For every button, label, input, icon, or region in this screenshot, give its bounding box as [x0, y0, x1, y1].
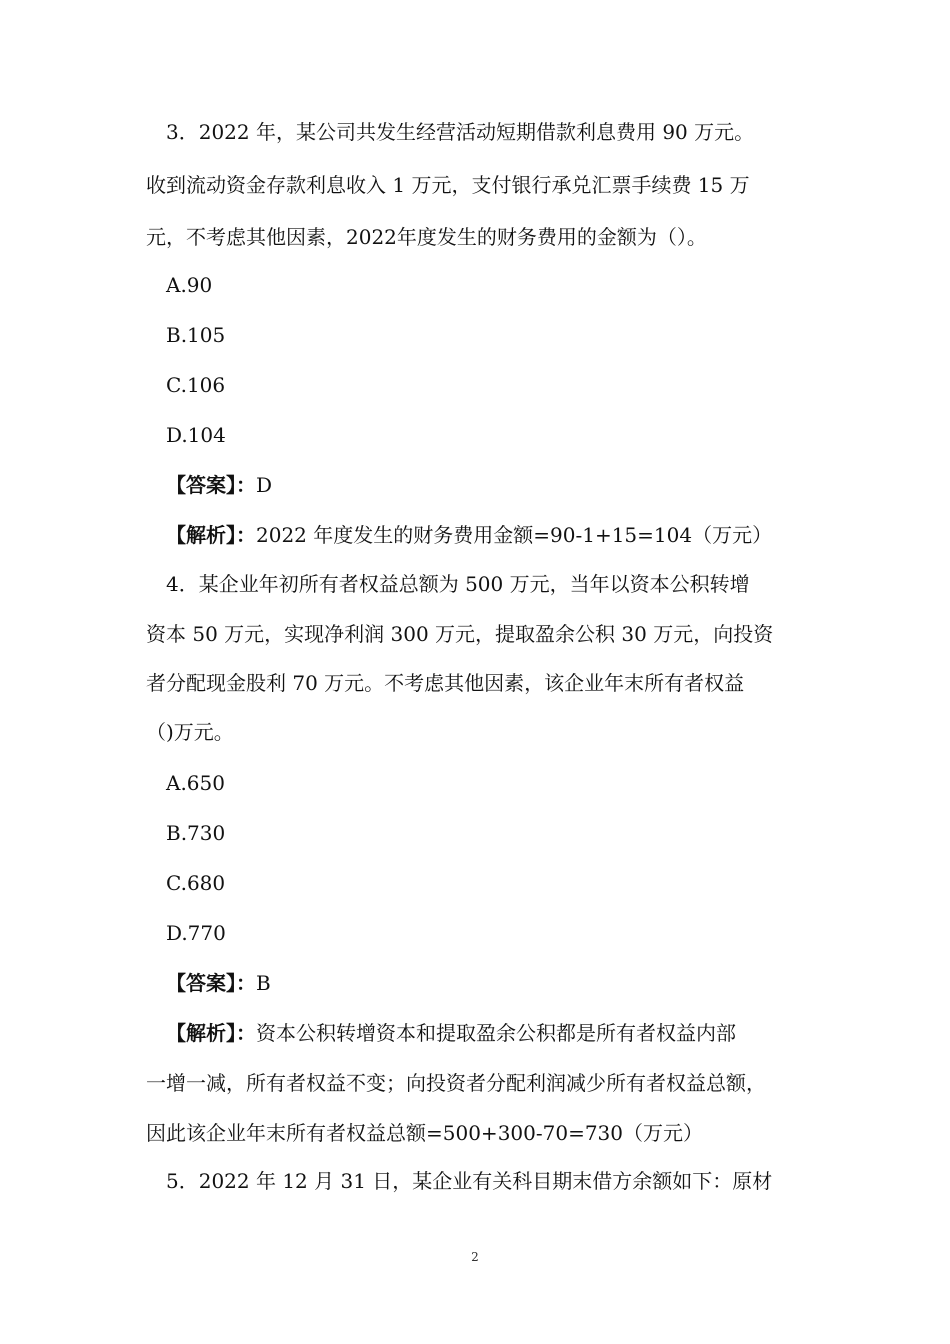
question-3-line-1: 3．2022 年，某公司共发生经营活动短期借款利息费用 90 万元。: [166, 120, 755, 144]
page-number: 2: [471, 1250, 479, 1264]
answer-value: D: [256, 473, 273, 497]
question-3-line-2: 收到流动资金存款利息收入 1 万元，支付银行承兑汇票手续费 15 万: [146, 173, 750, 197]
question-4-line-4: （)万元。: [146, 720, 234, 744]
question-5-line-1: 5．2022 年 12 月 31 日，某企业有关科目期末借方余额如下：原材: [166, 1169, 773, 1193]
question-3-option-a: A.90: [166, 273, 213, 297]
question-4-line-2: 资本 50 万元，实现净利润 300 万元，提取盈余公积 30 万元，向投资: [146, 622, 774, 646]
question-4-analysis-line-2: 一增一减，所有者权益不变；向投资者分配利润减少所有者权益总额，: [146, 1071, 766, 1095]
question-4-option-d: D.770: [166, 921, 226, 945]
question-3-option-c: C.106: [166, 373, 226, 397]
analysis-text: 资本公积转增资本和提取盈余公积都是所有者权益内部: [256, 1021, 736, 1045]
question-4-option-a: A.650: [166, 771, 225, 795]
question-3-option-d: D.104: [166, 423, 226, 447]
analysis-label: 【解析】：: [166, 523, 256, 547]
analysis-label: 【解析】：: [166, 1021, 256, 1045]
answer-value: B: [256, 971, 271, 995]
analysis-text: 2022 年度发生的财务费用金额=90-1+15=104（万元）: [256, 523, 773, 547]
question-3-analysis: [166, 521, 836, 549]
question-4-line-1: 4．某企业年初所有者权益总额为 500 万元，当年以资本公积转增: [166, 572, 750, 596]
question-4-line-3: 者分配现金股利 70 万元。不考虑其他因素，该企业年末所有者权益: [146, 671, 745, 695]
question-3-answer: [166, 471, 836, 499]
question-4-analysis-line-3: 因此该企业年末所有者权益总额=500+300-70=730（万元）: [146, 1121, 704, 1145]
question-3-line-3: 元，不考虑其他因素，2022年度发生的财务费用的金额为（）。: [146, 225, 707, 249]
question-3-option-b: B.105: [166, 323, 226, 347]
question-4-option-b: B.730: [166, 821, 226, 845]
question-4-answer: [166, 969, 836, 997]
question-4-option-c: C.680: [166, 871, 226, 895]
question-4-analysis-line-1: [166, 1019, 836, 1047]
answer-label: 【答案】：: [166, 473, 256, 497]
answer-label: 【答案】：: [166, 971, 256, 995]
